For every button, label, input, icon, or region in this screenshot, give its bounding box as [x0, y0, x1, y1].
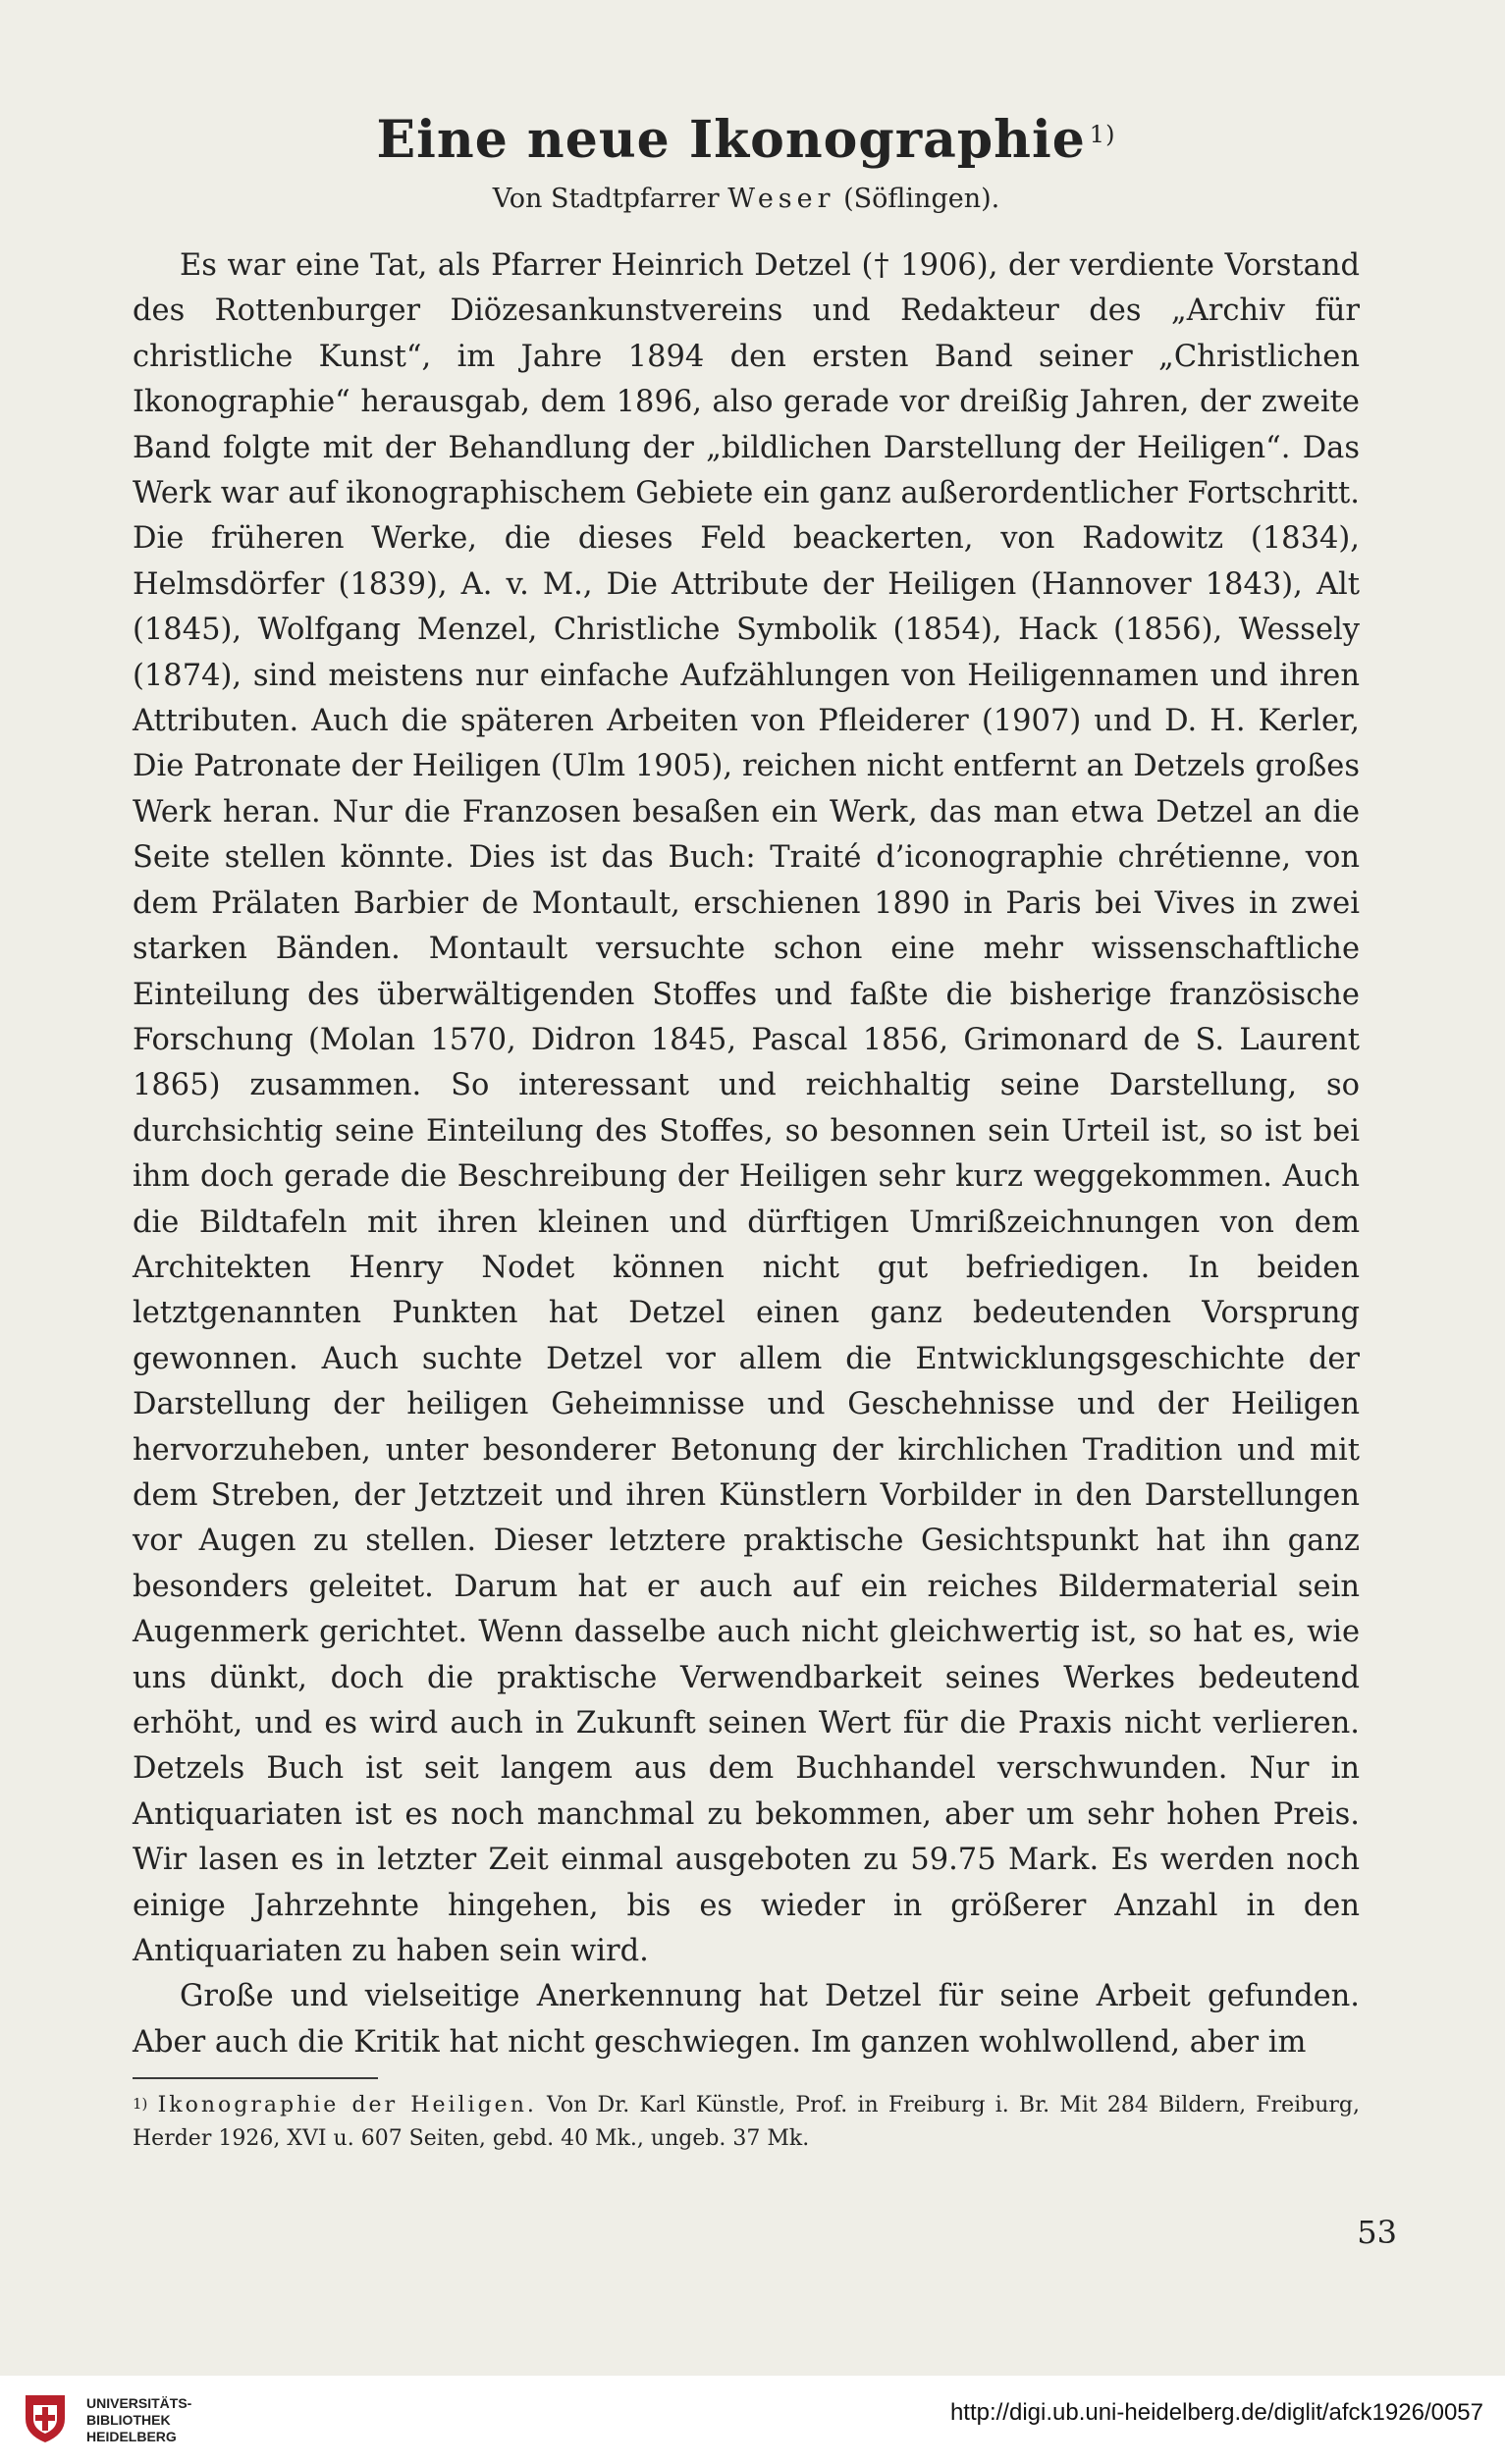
byline-suffix: (Söflingen). [834, 184, 1000, 214]
page-number: 53 [1357, 2214, 1397, 2251]
footnote-reference[interactable]: 1) [1089, 121, 1116, 148]
footnote-divider [133, 2077, 378, 2079]
library-name-line: HEIDELBERG [86, 2429, 177, 2444]
article-body [133, 243, 1360, 2065]
footnote [133, 2089, 1360, 2156]
university-seal-icon [16, 2387, 75, 2446]
library-name-line: BIBLIOTHEK [86, 2412, 171, 2428]
article-title-text: Eine neue Ikonographie [376, 110, 1086, 170]
source-url-link[interactable]: http://digi.ub.uni-heidelberg.de/diglit/afck1926/0057 [949, 2399, 1483, 2426]
article [133, 108, 1360, 2156]
footnote-title: Ikonographie der Heiligen. [157, 2093, 537, 2118]
library-name [86, 2395, 191, 2445]
article-title [133, 108, 1360, 173]
library-footer [0, 2376, 1505, 2464]
footnote-mark: 1) [133, 2095, 148, 2114]
byline-prefix: Von Stadtpfarrer [492, 184, 728, 214]
paragraph: Es war eine Tat, als Pfarrer Heinrich Detzel († 1906), der verdiente Vorstand des Rottenburger Diözesankunstvereins und Redakteur des „Archiv für christliche Kunst“, im Jahre 1894 den ersten Band seiner „Christlichen Ikonographie“ herausgab, dem 1896, also gerade vor dreißig Jahren, der zweite Band folgte mit der Behandlung der „bildlichen Darstellung der Heiligen“. Das Werk war auf ikonographischem Gebiete ein ganz außerordentlicher Fortschritt. Die früheren Werke, die dieses Feld beackerten, von Radowitz (1834), Helmsdörfer (1839), A. v. M., Die Attribute der Heiligen (Hannover 1843), Alt (1845), Wolfgang Menzel, Christliche Symbolik (1854), Hack (1856), Wessely (1874), sind meistens nur einfache Aufzählungen von Heiligennamen und ihren Attributen. Auch die späteren Arbeiten von Pfleiderer (1907) und D. H. Kerler, Die Patronate der Heiligen (Ulm 1905), reichen nicht entfernt an Detzels großes Werk heran. Nur die Franzosen besaßen ein Werk, das man etwa Detzel an die Seite stellen könnte. Dies ist das Buch: Traité d’iconographie chrétienne, von dem Prälaten Barbier de Montault, erschienen 1890 in Paris bei Vives in zwei starken Bänden. Montault versuchte schon eine mehr wissenschaftliche Einteilung des überwältigenden Stoffes und faßte die bisherige französische Forschung (Molan 1570, Didron 1845, Pascal 1856, Grimonard de S. Laurent 1865) zusammen. So interessant und reichhaltig seine Darstellung, so durchsichtig seine Einteilung des Stoffes, so besonnen sein Urteil ist, so ist bei ihm doch gerade die Beschreibung der Heiligen sehr kurz weggekommen. Auch die Bildtafeln mit ihren kleinen und dürftigen Umrißzeichnungen von dem Architekten Henry Nodet können nicht gut befriedigen. In beiden letztgenannten Punkten hat Detzel einen ganz bedeutenden Vorsprung gewonnen. Auch suchte Detzel vor allem die Entwicklungsgeschichte der Darstellung der heiligen Geheimnisse und Geschehnisse und der Heiligen hervorzuheben, unter besonderer Betonung der kirchlichen Tradition und mit dem Streben, der Jetztzeit und ihren Künstlern Vorbilder in den Darstellungen vor Augen zu stellen. Dieser letztere praktische Gesichtspunkt hat ihn ganz besonders geleitet. Darum hat er auch auf ein reiches Bildermaterial sein Augenmerk gerichtet. Wenn dasselbe auch nicht gleichwertig ist, so hat es, wie uns dünkt, doch die praktische Verwendbarkeit seines Werkes bedeutend erhöht, und es wird auch in Zukunft seinen Wert für die Praxis nicht verlieren. Detzels Buch ist seit langem aus dem Buchhandel verschwunden. Nur in Antiquariaten ist es noch manchmal zu bekommen, aber um sehr hohen Preis. Wir lasen es in letzter Zeit einmal ausgeboten zu 59.75 Mark. Es werden noch einige Jahrzehnte hingehen, bis es wieder in größerer Anzahl in den Antiquariaten zu haben sein wird. [133, 248, 1360, 1969]
paragraph: Große und vielseitige Anerkennung hat Detzel für seine Arbeit gefunden. Aber auch die Kritik hat nicht geschwiegen. Im ganzen wohlwollend, aber im [133, 1979, 1360, 2060]
library-name-line: UNIVERSITÄTS- [86, 2395, 192, 2411]
footnote-text: Von Dr. Karl Künstle, Prof. in Freiburg i. Br. Mit 284 Bildern, Freiburg, Herder 1926, XVI u. 607 Seiten, gebd. 40 Mk., ungeb. 37 Mk. [133, 2093, 1360, 2152]
byline-author: Weser [727, 184, 835, 214]
byline [133, 181, 1360, 218]
